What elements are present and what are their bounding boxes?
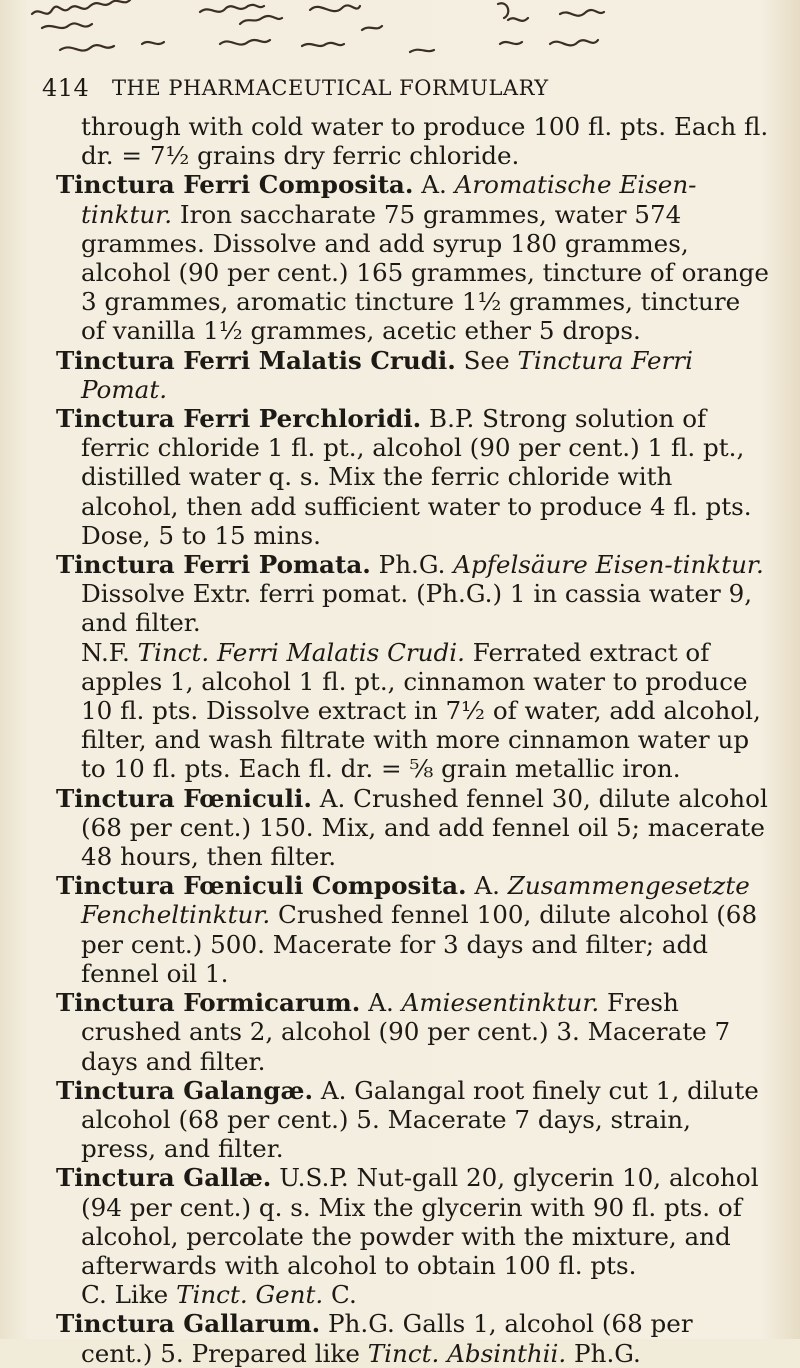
entry-body: C.: [323, 1280, 357, 1310]
entry-heading: Tinctura Ferri Perchloridi.: [56, 404, 422, 434]
entry-body: Ferrated extract of apples 1, alcohol 1 fl. pt., cinnamon water to produce 10 fl. pts. Dissolve extract in 7½ of water, add alcohol, filter, and wash filtrate with more cinnamon water up to 10 fl. pts. Each fl. dr. = ⅝ grain metallic iron.: [81, 637, 761, 784]
entry-body: Iron saccharate 75 grammes, water 574 grammes. Dissolve and add syrup 180 grammes, alcohol (90 per cent.) 165 grammes, tincture of orange 3 grammes, aromatic tincture 1½ grammes, tincture of vanilla 1½ grammes, acetic ether 5 drops.: [81, 199, 769, 346]
formulary-entry: [56, 871, 770, 988]
entry-heading: Tinctura Ferri Malatis Crudi.: [56, 345, 456, 375]
entry-source: A.: [466, 871, 508, 901]
formulary-entry: [56, 112, 770, 170]
page-number: 414: [42, 74, 90, 102]
entry-source: A.: [413, 170, 455, 200]
formulary-entry: [56, 1280, 770, 1309]
page-header: [42, 74, 762, 110]
entry-source: A.: [313, 1075, 355, 1105]
entry-suffix: Ph.G.: [566, 1338, 641, 1368]
formulary-entry: [56, 1076, 770, 1164]
entry-body: Fresh crushed ants 2, alcohol (90 per cent.) 3. Macerate 7 days and filter.: [81, 988, 731, 1076]
handwritten-annotation: [30, 0, 730, 62]
entry-heading: Tinctura Ferri Composita.: [56, 170, 414, 200]
formulary-text: [56, 112, 770, 1368]
entry-source: U.S.P.: [271, 1163, 357, 1193]
entry-heading: Tinctura Gallæ.: [56, 1163, 272, 1193]
entry-source: A.: [311, 783, 354, 813]
entry-body: Nut-gall 20, glycerin 10, alcohol (94 per cent.) q. s. Mix the glycerin with 90 fl. pts. of alcohol, percolate the powder with the mixture, and afterwards with alcohol to obtain 100 fl. pts.: [81, 1163, 759, 1280]
entry-reference: Tinct. Absinthii.: [367, 1338, 567, 1368]
formulary-entry: [56, 404, 770, 550]
entry-alt-name: Aromatische Eisen-tinktur.: [81, 170, 697, 229]
entry-alt-name: Tinctura Ferri Pomat.: [81, 345, 693, 404]
entry-heading: Tinctura Formicarum.: [56, 988, 361, 1018]
entry-heading: Tinctura Ferri Pomata.: [56, 550, 371, 580]
entry-alt-name: Zusammengesetzte Fencheltinktur.: [81, 871, 750, 930]
formulary-entry: [56, 638, 770, 784]
entry-source: A.: [360, 988, 402, 1018]
entry-alt-name: Amiesentinktur.: [401, 988, 600, 1018]
entry-source: B.P.: [421, 404, 483, 434]
entry-alt-name: Tinct. Gent.: [176, 1280, 324, 1310]
entry-source: See: [455, 345, 518, 375]
entry-alt-name: Apfelsäure Eisen-tinktur.: [453, 550, 764, 580]
entry-body: Crushed fennel 30, dilute alcohol (68 per cent.) 150. Mix, and add fennel oil 5; macerate 48 hours, then filter.: [81, 783, 768, 872]
formulary-entry: [56, 988, 770, 1076]
running-title: THE PHARMACEUTICAL FORMULARY: [112, 76, 549, 100]
entry-heading: Tinctura Fœniculi.: [56, 783, 312, 813]
entry-alt-name: Tinct. Ferri Malatis Crudi.: [137, 637, 465, 667]
entry-body: through with cold water to produce 100 fl. pts. Each fl. dr. = 7½ grains dry ferric chloride.: [81, 112, 769, 171]
entry-heading: Tinctura Fœniculi Composita.: [56, 871, 467, 901]
entry-heading: Tinctura Gallarum.: [56, 1309, 321, 1339]
formulary-entry: [56, 1163, 770, 1280]
formulary-entry: [56, 784, 770, 872]
entry-heading: Tinctura Galangæ.: [56, 1075, 314, 1105]
entry-source: Ph.G.: [370, 550, 454, 580]
entry-body: Strong solution of ferric chloride 1 fl. pt., alcohol (90 per cent.) 1 fl. pt., distilled water q. s. Mix the ferric chloride with alcohol, then add sufficient water to produce 4 fl. pts. Dose, 5 to 15 mins.: [81, 404, 752, 550]
entry-source: C. Like: [81, 1280, 177, 1310]
entry-body: Dissolve Extr. ferri pomat. (Ph.G.) 1 in cassia water 9, and filter.: [81, 579, 753, 638]
formulary-entry: [56, 346, 770, 404]
entry-body: Galangal root finely cut 1, dilute alcohol (68 per cent.) 5. Macerate 7 days, strain, press, and filter.: [81, 1075, 759, 1164]
formulary-entry: [56, 170, 770, 345]
entry-source: Ph.G.: [320, 1309, 403, 1339]
entry-body: Galls 1, alcohol (68 per cent.) 5. Prepared like: [81, 1309, 693, 1368]
entry-body: Crushed fennel 100, dilute alcohol (68 per cent.) 500. Macerate for 3 days and filter; add fennel oil 1.: [81, 900, 758, 988]
formulary-entry: [56, 550, 770, 638]
entry-source: N.F.: [81, 637, 138, 667]
